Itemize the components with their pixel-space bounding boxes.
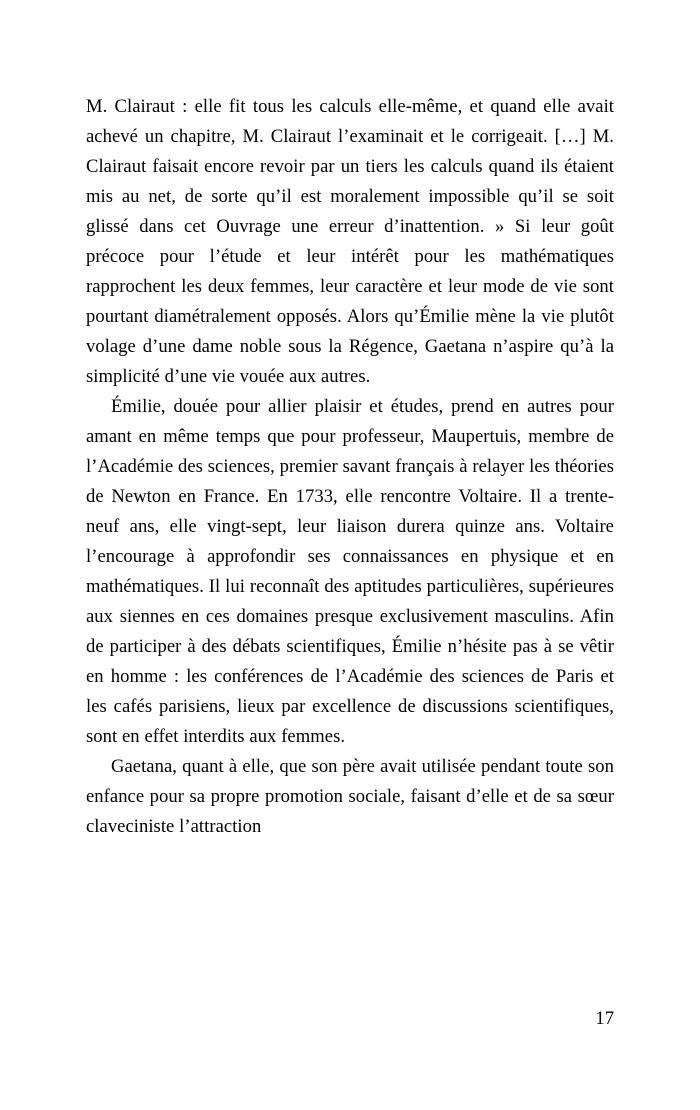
paragraph-3: Gaetana, quant à elle, que son père avait utilisée pendant toute son enfance pour sa propre promotion sociale, faisant d’elle et de sa sœur claveciniste l’attraction	[86, 756, 614, 837]
paragraph-1: M. Clairaut : elle fit tous les calculs elle-même, et quand elle avait achevé un chapitre, M. Clairaut l’examinait et le corrigeait. […] M. Clairaut faisait encore revoir par un tiers les calculs quand ils étaient mis au net, de sorte qu’il est moralement impossible qu’il se soit glissé dans cet Ouvrage une erreur d’inattention. » Si leur goût précoce pour l’étude et leur intérêt pour les mathématiques rapprochent les deux femmes, leur caractère et leur mode de vie sont pourtant diamétralement opposés. Alors qu’Émilie mène la vie plutôt volage d’une dame noble sous la Régence, Gaetana n’aspire qu’à la simplicité d’une vie vouée aux autres.	[86, 96, 614, 387]
page-number: 17	[595, 1008, 614, 1029]
page-text-block	[86, 92, 614, 842]
paragraph-2: Émilie, douée pour allier plaisir et études, prend en autres pour amant en même temps que pour professeur, Maupertuis, membre de l’Académie des sciences, premier savant français à relayer les théories de Newton en France. En 1733, elle rencontre Voltaire. Il a trente-neuf ans, elle vingt-sept, leur liaison durera quinze ans. Voltaire l’encourage à approfondir ses connaissances en physique et en mathématiques. Il lui reconnaît des aptitudes particulières, supérieures aux siennes en ces domaines presque exclusivement masculins. Afin de participer à des débats scientifiques, Émilie n’hésite pas à se vêtir en homme : les conférences de l’Académie des sciences de Paris et les cafés parisiens, lieux par excellence de discussions scientifiques, sont en effet interdits aux femmes.	[86, 396, 614, 747]
